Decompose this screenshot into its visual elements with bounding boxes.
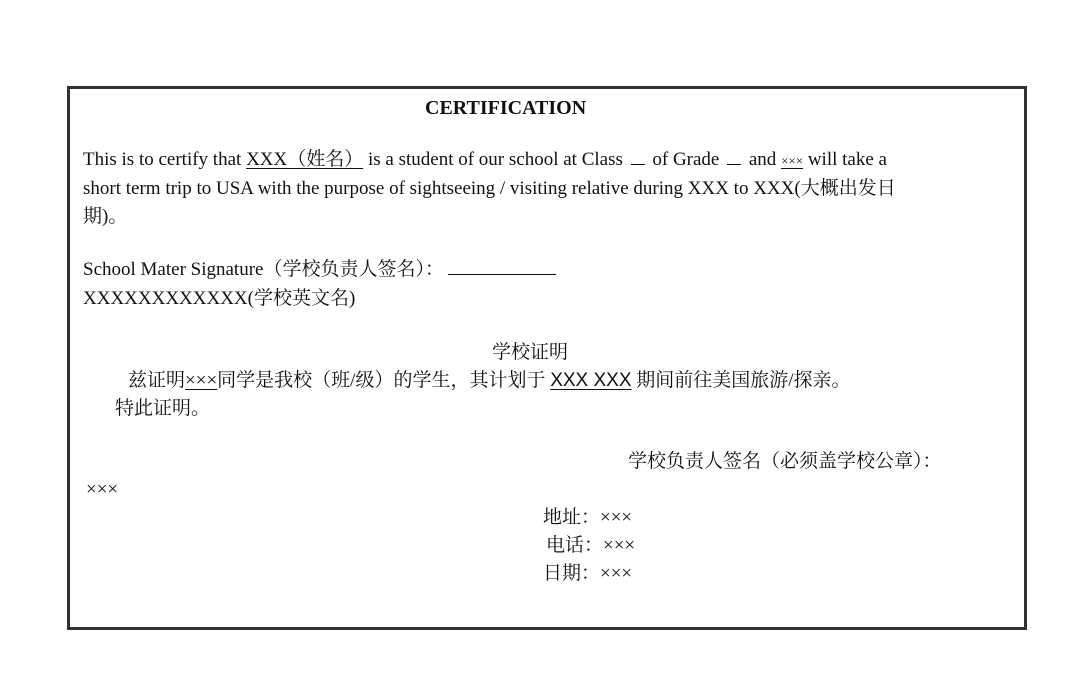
student-name-field: XXX（姓名） bbox=[246, 149, 364, 170]
english-signature-row bbox=[83, 256, 556, 284]
p1-text-e: will take a bbox=[803, 149, 887, 170]
cn-p1-text-a: 兹证明 bbox=[128, 370, 186, 391]
cn-p1-text-c: 期间前往美国旅游/探亲。 bbox=[631, 370, 851, 391]
cn-dates-field: XXX XXX bbox=[550, 370, 632, 391]
english-title: CERTIFICATION bbox=[425, 97, 587, 119]
chinese-paragraph-line2: 特此证明。 bbox=[115, 398, 211, 419]
date-line: 日期：××× bbox=[543, 563, 633, 584]
english-paragraph-line1 bbox=[83, 146, 887, 175]
grade-blank bbox=[727, 148, 741, 165]
phone-line: 电话：××× bbox=[546, 535, 636, 556]
p1-text-d: and bbox=[744, 149, 782, 170]
cn-student-name-field: ××× bbox=[185, 370, 218, 391]
chinese-paragraph-line1 bbox=[128, 367, 851, 395]
chinese-signature-label: 学校负责人签名（必须盖学校公章）： bbox=[628, 451, 942, 472]
cn-p1-text-b: 同学是我校（班/级）的学生，其计划于 bbox=[217, 370, 551, 391]
p1-text-b: is a student of our school at Class bbox=[363, 149, 628, 170]
companion-field: ××× bbox=[781, 153, 804, 168]
class-blank bbox=[631, 148, 645, 165]
chinese-title: 学校证明 bbox=[492, 342, 569, 363]
english-paragraph-line3: 期)。 bbox=[83, 206, 128, 227]
school-english-name: XXXXXXXXXXXX(学校英文名) bbox=[83, 288, 356, 309]
p1-text-c: of Grade bbox=[647, 149, 725, 170]
english-paragraph-line2: short term trip to USA with the purpose of sightseeing / visiting relative during XXX to XXX(大概出发日 bbox=[83, 178, 896, 199]
english-signature-label: School Mater Signature（学校负责人签名）： bbox=[83, 259, 444, 280]
signature-line bbox=[448, 256, 556, 275]
chinese-signature-value: ××× bbox=[86, 479, 119, 500]
address-line: 地址：××× bbox=[543, 507, 633, 528]
p1-text-a: This is to certify that bbox=[83, 149, 247, 170]
